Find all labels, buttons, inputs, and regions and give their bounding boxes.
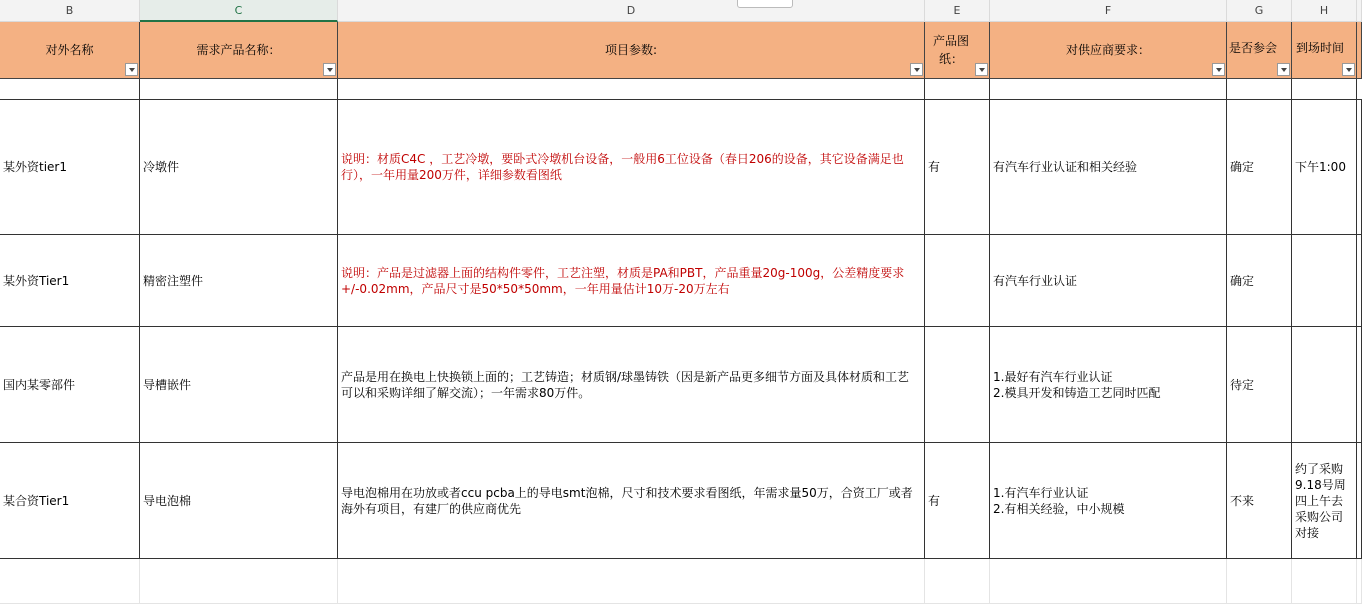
header-cell-attend[interactable] [1227, 22, 1292, 79]
header-cell-requirement[interactable] [990, 22, 1227, 79]
cell-requirement[interactable]: 有汽车行业认证 [990, 235, 1227, 327]
cell-requirement[interactable] [990, 327, 1227, 443]
header-label: 项目参数: [604, 43, 658, 57]
cell-attend[interactable]: 确定 [1227, 235, 1292, 327]
empty-cell[interactable] [1227, 79, 1292, 100]
filter-dropdown-icon[interactable] [323, 63, 336, 76]
empty-cell[interactable] [925, 79, 990, 100]
filter-dropdown-icon[interactable] [125, 63, 138, 76]
empty-cell[interactable] [1292, 79, 1357, 100]
filter-dropdown-icon[interactable] [1212, 63, 1225, 76]
header-label: 是否参会 [1229, 41, 1278, 55]
blank-cell[interactable] [140, 559, 338, 604]
col-header-c[interactable]: C [140, 0, 338, 22]
header-label: 产品图纸： [932, 34, 969, 66]
cell-extra[interactable] [1357, 443, 1362, 559]
blank-cell[interactable] [1292, 559, 1357, 604]
cell-name[interactable]: 国内某零部件 [0, 327, 140, 443]
cell-extra[interactable] [1357, 235, 1362, 327]
header-cell-name[interactable] [0, 22, 140, 79]
cell-attend[interactable]: 不来 [1227, 443, 1292, 559]
header-cell-time[interactable] [1292, 22, 1357, 79]
cell-time[interactable] [1292, 327, 1357, 443]
cell-product[interactable]: 冷墩件 [140, 100, 338, 235]
cell-params[interactable]: 导电泡棉用在功放或者ccu pcba上的导电smt泡棉，尺寸和技术要求看图纸，年需求量50万，合资工厂或者海外有项目，有建厂的供应商优先 [338, 443, 925, 559]
cell-params[interactable]: 说明：产品是过滤器上面的结构件零件，工艺注塑，材质是PA和PBT，产品重量20g-100g，公差精度要求+/-0.02mm，产品尺寸是50*50*50mm，一年用量估计10万-20万左右 [338, 235, 925, 327]
cell-attend[interactable]: 待定 [1227, 327, 1292, 443]
header-cell-drawing[interactable] [925, 22, 990, 79]
empty-cell[interactable] [1357, 79, 1362, 100]
cell-requirement[interactable]: 有汽车行业认证和相关经验 [990, 100, 1227, 235]
requirement-line: 1.最好有汽车行业认证 [993, 369, 1113, 384]
cell-drawing[interactable] [925, 327, 990, 443]
blank-cell[interactable] [338, 559, 925, 604]
cell-product[interactable]: 精密注塑件 [140, 235, 338, 327]
col-header-g[interactable]: G [1227, 0, 1292, 22]
cell-time[interactable]: 下午1:00 [1292, 100, 1357, 235]
filter-dropdown-icon[interactable] [1277, 63, 1290, 76]
blank-cell[interactable] [1227, 559, 1292, 604]
cell-name[interactable]: 某外资tier1 [0, 100, 140, 235]
col-header-i[interactable] [1357, 0, 1362, 22]
col-header-f[interactable]: F [990, 0, 1227, 22]
requirement-lines [993, 485, 1124, 517]
requirement-line: 2.模具开发和铸造工艺同时匹配 [993, 385, 1161, 400]
formula-bar-toggle[interactable] [737, 0, 793, 8]
cell-name[interactable]: 某外资Tier1 [0, 235, 140, 327]
col-header-b[interactable]: B [0, 0, 140, 22]
cell-product[interactable]: 导电泡棉 [140, 443, 338, 559]
requirement-line: 2.有相关经验，中小规模 [993, 501, 1125, 516]
cell-time[interactable]: 约了采购9.18号周四上午去采购公司对接 [1292, 443, 1357, 559]
header-cell-params[interactable] [338, 22, 925, 79]
cell-params[interactable]: 产品是用在换电上快换锁上面的；工艺铸造；材质钢/球墨铸铁（因是新产品更多细节方面及具体材质和工艺可以和采购详细了解交流）；一年需求80万件。 [338, 327, 925, 443]
cell-name[interactable]: 某合资Tier1 [0, 443, 140, 559]
header-cell-product[interactable] [140, 22, 338, 79]
empty-cell[interactable] [0, 79, 140, 100]
header-cell-extra[interactable] [1357, 22, 1362, 79]
cell-drawing[interactable]: 有 [925, 100, 990, 235]
blank-cell[interactable] [925, 559, 990, 604]
empty-cell[interactable] [338, 79, 925, 100]
filter-dropdown-icon[interactable] [1342, 63, 1355, 76]
cell-extra[interactable] [1357, 100, 1362, 235]
col-header-d[interactable]: D [338, 0, 925, 22]
filter-dropdown-icon[interactable] [910, 63, 923, 76]
header-label: 到场时间 [1296, 41, 1345, 55]
header-label: 对供应商要求： [1065, 43, 1150, 57]
cell-time[interactable] [1292, 235, 1357, 327]
empty-cell[interactable] [990, 79, 1227, 100]
filter-dropdown-icon[interactable] [975, 63, 988, 76]
requirement-lines [993, 369, 1160, 401]
cell-extra[interactable] [1357, 327, 1362, 443]
header-label: 需求产品名称： [196, 43, 281, 57]
col-header-e[interactable]: E [925, 0, 990, 22]
blank-cell[interactable] [0, 559, 140, 604]
requirement-line: 1.有汽车行业认证 [993, 485, 1089, 500]
blank-cell[interactable] [1357, 559, 1362, 604]
cell-attend[interactable]: 确定 [1227, 100, 1292, 235]
col-header-h[interactable]: H [1292, 0, 1357, 22]
cell-drawing[interactable]: 有 [925, 443, 990, 559]
cell-requirement[interactable] [990, 443, 1227, 559]
cell-params[interactable]: 说明：材质C4C ，工艺冷墩，要卧式冷墩机台设备，一般用6工位设备（春日206的设备，其它设备满足也行），一年用量200万件，详细参数看图纸 [338, 100, 925, 235]
cell-drawing[interactable] [925, 235, 990, 327]
blank-cell[interactable] [990, 559, 1227, 604]
empty-cell[interactable] [140, 79, 338, 100]
cell-product[interactable]: 导槽嵌件 [140, 327, 338, 443]
header-label: 对外名称 [45, 43, 94, 57]
